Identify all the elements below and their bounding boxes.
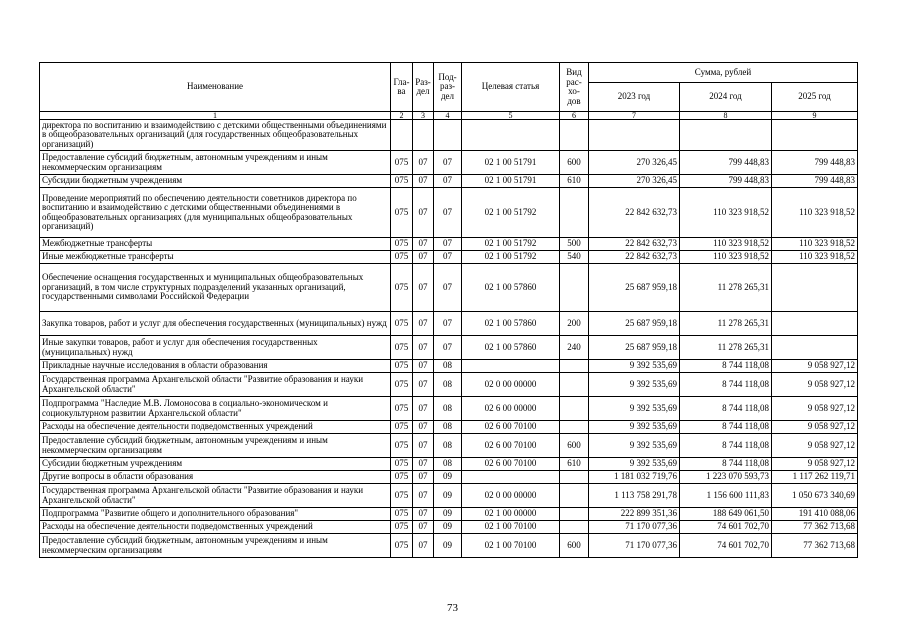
row-sum-2024: 188 649 061,50 xyxy=(680,508,772,521)
row-name: Межбюджетные трансферты xyxy=(40,238,391,251)
column-number-row xyxy=(40,112,858,120)
row-sum-2025: 77 362 713,68 xyxy=(772,521,858,534)
row-sum-2024: 8 744 118,08 xyxy=(680,360,772,373)
row-sum-2025: 9 058 927,12 xyxy=(772,421,858,434)
row-podrazdel: 07 xyxy=(434,264,462,312)
row-sum-2023: 9 392 535,69 xyxy=(589,434,680,458)
row-podrazdel: 07 xyxy=(434,151,462,175)
row-name: Проведение мероприятий по обеспечению деятельности советников директора по воспитанию и взаимодействию с детскими общественными объединениями в общеобразовательных организациях (для муниципальных общеобразовательных организаций) xyxy=(40,188,391,238)
row-glava: 075 xyxy=(391,336,413,360)
row-razdel: 07 xyxy=(413,534,434,558)
row-razdel: 07 xyxy=(413,360,434,373)
row-expense-type xyxy=(560,484,589,508)
row-podrazdel: 08 xyxy=(434,434,462,458)
row-target: 02 1 00 57860 xyxy=(462,336,560,360)
row-name: Субсидии бюджетным учреждениям xyxy=(40,458,391,471)
row-sum-2025: 77 362 713,68 xyxy=(772,534,858,558)
row-sum-2024: 1 156 600 111,83 xyxy=(680,484,772,508)
row-expense-type xyxy=(560,120,589,151)
row-expense-type xyxy=(560,421,589,434)
row-podrazdel: 08 xyxy=(434,360,462,373)
table-row xyxy=(40,484,858,508)
page-number: 73 xyxy=(447,602,458,614)
row-sum-2025: 1 050 673 340,69 xyxy=(772,484,858,508)
row-sum-2025: 9 058 927,12 xyxy=(772,458,858,471)
header-year-2025: 2025 год xyxy=(772,83,858,112)
row-expense-type xyxy=(560,508,589,521)
row-sum-2025 xyxy=(772,312,858,336)
row-expense-type: 540 xyxy=(560,251,589,264)
row-sum-2025: 9 058 927,12 xyxy=(772,434,858,458)
col-number: 7 xyxy=(589,112,680,120)
row-sum-2025: 110 323 918,52 xyxy=(772,238,858,251)
row-glava: 075 xyxy=(391,508,413,521)
row-sum-2023: 22 842 632,73 xyxy=(589,238,680,251)
row-sum-2024: 11 278 265,31 xyxy=(680,264,772,312)
row-sum-2025: 799 448,83 xyxy=(772,175,858,188)
row-sum-2023: 222 899 351,36 xyxy=(589,508,680,521)
row-sum-2023: 270 326,45 xyxy=(589,151,680,175)
row-target: 02 0 00 00000 xyxy=(462,373,560,397)
row-sum-2024: 799 448,83 xyxy=(680,151,772,175)
row-expense-type xyxy=(560,264,589,312)
row-sum-2023 xyxy=(589,120,680,151)
row-expense-type: 600 xyxy=(560,434,589,458)
budget-table xyxy=(39,62,858,558)
row-name: Прикладные научные исследования в области образования xyxy=(40,360,391,373)
table-row xyxy=(40,238,858,251)
row-sum-2025: 191 410 088,06 xyxy=(772,508,858,521)
row-expense-type xyxy=(560,397,589,421)
table-row xyxy=(40,421,858,434)
row-sum-2023: 71 170 077,36 xyxy=(589,534,680,558)
col-number: 6 xyxy=(560,112,589,120)
row-glava: 075 xyxy=(391,175,413,188)
row-name: Предоставление субсидий бюджетным, автономным учреждениям и иным некоммерческим организациям xyxy=(40,151,391,175)
row-razdel: 07 xyxy=(413,251,434,264)
row-sum-2025: 1 117 262 119,71 xyxy=(772,471,858,484)
row-razdel: 07 xyxy=(413,238,434,251)
row-sum-2024: 11 278 265,31 xyxy=(680,336,772,360)
row-sum-2025: 9 058 927,12 xyxy=(772,397,858,421)
row-target: 02 0 00 00000 xyxy=(462,484,560,508)
row-expense-type: 610 xyxy=(560,458,589,471)
table-row xyxy=(40,360,858,373)
row-expense-type: 610 xyxy=(560,175,589,188)
row-podrazdel: 07 xyxy=(434,251,462,264)
row-razdel: 07 xyxy=(413,312,434,336)
row-sum-2023: 270 326,45 xyxy=(589,175,680,188)
col-number: 2 xyxy=(391,112,413,120)
row-target xyxy=(462,120,560,151)
row-expense-type xyxy=(560,373,589,397)
row-name: Предоставление субсидий бюджетным, автономным учреждениям и иным некоммерческим организациям xyxy=(40,534,391,558)
row-target xyxy=(462,360,560,373)
row-podrazdel: 08 xyxy=(434,373,462,397)
row-sum-2023: 9 392 535,69 xyxy=(589,458,680,471)
row-target: 02 6 00 70100 xyxy=(462,421,560,434)
row-sum-2024 xyxy=(680,120,772,151)
col-number: 3 xyxy=(413,112,434,120)
table-row xyxy=(40,312,858,336)
row-expense-type xyxy=(560,188,589,238)
header-expense-type: Вид рас-хо-дов xyxy=(560,63,589,112)
row-sum-2023: 25 687 959,18 xyxy=(589,336,680,360)
row-razdel: 07 xyxy=(413,264,434,312)
table-row xyxy=(40,336,858,360)
row-sum-2023: 9 392 535,69 xyxy=(589,373,680,397)
table-row xyxy=(40,188,858,238)
row-name: Подпрограмма "Наследие М.В. Ломоносова в социально-экономическом и социокультурном развитии Архангельской области" xyxy=(40,397,391,421)
row-expense-type: 240 xyxy=(560,336,589,360)
row-target xyxy=(462,471,560,484)
row-expense-type: 600 xyxy=(560,534,589,558)
header-sum: Сумма, рублей xyxy=(589,63,858,83)
row-sum-2025 xyxy=(772,120,858,151)
table-row xyxy=(40,434,858,458)
row-name: Обеспечение оснащения государственных и муниципальных общеобразовательных организаций, в том числе структурных подразделений указанных организаций, государственными символами Российской Федерации xyxy=(40,264,391,312)
row-sum-2023: 25 687 959,18 xyxy=(589,312,680,336)
row-glava: 075 xyxy=(391,421,413,434)
row-podrazdel: 09 xyxy=(434,471,462,484)
row-name: Расходы на обеспечение деятельности подведомственных учреждений xyxy=(40,521,391,534)
row-target: 02 1 00 51791 xyxy=(462,175,560,188)
col-number: 8 xyxy=(680,112,772,120)
row-razdel: 07 xyxy=(413,434,434,458)
row-target: 02 1 00 51791 xyxy=(462,151,560,175)
col-number: 1 xyxy=(40,112,391,120)
row-razdel: 07 xyxy=(413,421,434,434)
row-podrazdel: 07 xyxy=(434,175,462,188)
table-row xyxy=(40,521,858,534)
row-razdel: 07 xyxy=(413,373,434,397)
row-razdel: 07 xyxy=(413,471,434,484)
row-glava: 075 xyxy=(391,458,413,471)
row-razdel: 07 xyxy=(413,484,434,508)
row-glava: 075 xyxy=(391,397,413,421)
table-row xyxy=(40,508,858,521)
row-name: Иные закупки товаров, работ и услуг для обеспечения государственных (муниципальных) нужд xyxy=(40,336,391,360)
row-name: Субсидии бюджетным учреждениям xyxy=(40,175,391,188)
row-sum-2024: 74 601 702,70 xyxy=(680,534,772,558)
table-row xyxy=(40,373,858,397)
header-name: Наименование xyxy=(40,63,391,112)
header-year-2023: 2023 год xyxy=(589,83,680,112)
row-name: директора по воспитанию и взаимодействию с детскими общественными объединениями в общеобразовательных организаций (для государственных общеобразовательных организаций) xyxy=(40,120,391,151)
row-sum-2023: 9 392 535,69 xyxy=(589,360,680,373)
row-sum-2024: 8 744 118,08 xyxy=(680,421,772,434)
row-sum-2024: 110 323 918,52 xyxy=(680,188,772,238)
row-target: 02 6 00 70100 xyxy=(462,434,560,458)
row-podrazdel: 07 xyxy=(434,312,462,336)
table-row xyxy=(40,120,858,151)
row-sum-2023: 71 170 077,36 xyxy=(589,521,680,534)
table-row xyxy=(40,251,858,264)
row-podrazdel: 08 xyxy=(434,421,462,434)
row-name: Государственная программа Архангельской области "Развитие образования и науки Архангельской области" xyxy=(40,373,391,397)
row-razdel: 07 xyxy=(413,458,434,471)
row-target: 02 1 00 51792 xyxy=(462,238,560,251)
row-razdel: 07 xyxy=(413,175,434,188)
row-target: 02 1 00 57860 xyxy=(462,312,560,336)
row-expense-type: 500 xyxy=(560,238,589,251)
row-glava: 075 xyxy=(391,312,413,336)
row-name: Закупка товаров, работ и услуг для обеспечения государственных (муниципальных) нужд xyxy=(40,312,391,336)
table-body xyxy=(40,120,858,558)
row-target: 02 1 00 00000 xyxy=(462,508,560,521)
row-name: Государственная программа Архангельской области "Развитие образования и науки Архангельской области" xyxy=(40,484,391,508)
row-podrazdel: 07 xyxy=(434,238,462,251)
row-name: Расходы на обеспечение деятельности подведомственных учреждений xyxy=(40,421,391,434)
row-podrazdel: 09 xyxy=(434,484,462,508)
table-row xyxy=(40,175,858,188)
row-expense-type: 600 xyxy=(560,151,589,175)
row-glava: 075 xyxy=(391,471,413,484)
row-razdel: 07 xyxy=(413,336,434,360)
header-target: Целевая статья xyxy=(462,63,560,112)
row-target: 02 1 00 70100 xyxy=(462,534,560,558)
row-sum-2024: 110 323 918,52 xyxy=(680,238,772,251)
row-podrazdel: 07 xyxy=(434,336,462,360)
row-razdel: 07 xyxy=(413,521,434,534)
row-sum-2025: 799 448,83 xyxy=(772,151,858,175)
row-glava xyxy=(391,120,413,151)
row-sum-2023: 1 181 032 719,76 xyxy=(589,471,680,484)
row-expense-type: 200 xyxy=(560,312,589,336)
row-sum-2025: 110 323 918,52 xyxy=(772,251,858,264)
row-sum-2024: 8 744 118,08 xyxy=(680,458,772,471)
header-razdel: Раз-дел xyxy=(413,63,434,112)
row-expense-type xyxy=(560,471,589,484)
row-glava: 075 xyxy=(391,151,413,175)
row-sum-2024: 11 278 265,31 xyxy=(680,312,772,336)
row-sum-2025: 9 058 927,12 xyxy=(772,360,858,373)
row-expense-type xyxy=(560,360,589,373)
row-podrazdel: 09 xyxy=(434,534,462,558)
row-sum-2025: 9 058 927,12 xyxy=(772,373,858,397)
row-sum-2023: 1 113 758 291,78 xyxy=(589,484,680,508)
row-podrazdel: 07 xyxy=(434,188,462,238)
row-name: Предоставление субсидий бюджетным, автономным учреждениям и иным некоммерческим организациям xyxy=(40,434,391,458)
row-sum-2023: 9 392 535,69 xyxy=(589,397,680,421)
row-target: 02 1 00 57860 xyxy=(462,264,560,312)
row-podrazdel xyxy=(434,120,462,151)
row-sum-2024: 8 744 118,08 xyxy=(680,434,772,458)
row-glava: 075 xyxy=(391,238,413,251)
row-name: Подпрограмма "Развитие общего и дополнительного образования" xyxy=(40,508,391,521)
row-podrazdel: 08 xyxy=(434,458,462,471)
row-sum-2025 xyxy=(772,336,858,360)
row-sum-2025: 110 323 918,52 xyxy=(772,188,858,238)
row-glava: 075 xyxy=(391,534,413,558)
row-sum-2023: 25 687 959,18 xyxy=(589,264,680,312)
table-row xyxy=(40,397,858,421)
row-razdel: 07 xyxy=(413,397,434,421)
header-year-2024: 2024 год xyxy=(680,83,772,112)
row-glava: 075 xyxy=(391,373,413,397)
row-target: 02 6 00 00000 xyxy=(462,397,560,421)
row-sum-2024: 8 744 118,08 xyxy=(680,373,772,397)
row-glava: 075 xyxy=(391,264,413,312)
row-expense-type xyxy=(560,521,589,534)
row-glava: 075 xyxy=(391,360,413,373)
row-sum-2023: 9 392 535,69 xyxy=(589,421,680,434)
row-sum-2024: 1 223 070 593,73 xyxy=(680,471,772,484)
row-glava: 075 xyxy=(391,484,413,508)
table-row xyxy=(40,151,858,175)
row-sum-2024: 799 448,83 xyxy=(680,175,772,188)
row-glava: 075 xyxy=(391,188,413,238)
header-podrazdel: Под-раз-дел xyxy=(434,63,462,112)
col-number: 9 xyxy=(772,112,858,120)
row-sum-2025 xyxy=(772,264,858,312)
row-sum-2023: 22 842 632,73 xyxy=(589,188,680,238)
row-target: 02 6 00 70100 xyxy=(462,458,560,471)
header-glava: Гла-ва xyxy=(391,63,413,112)
row-name: Иные межбюджетные трансферты xyxy=(40,251,391,264)
row-razdel: 07 xyxy=(413,151,434,175)
row-glava: 075 xyxy=(391,434,413,458)
row-podrazdel: 08 xyxy=(434,397,462,421)
row-glava: 075 xyxy=(391,251,413,264)
row-target: 02 1 00 70100 xyxy=(462,521,560,534)
row-podrazdel: 09 xyxy=(434,508,462,521)
row-glava: 075 xyxy=(391,521,413,534)
table-row xyxy=(40,534,858,558)
table-row xyxy=(40,471,858,484)
row-podrazdel: 09 xyxy=(434,521,462,534)
row-sum-2024: 74 601 702,70 xyxy=(680,521,772,534)
row-sum-2024: 8 744 118,08 xyxy=(680,397,772,421)
table-row xyxy=(40,264,858,312)
col-number: 5 xyxy=(462,112,560,120)
row-razdel: 07 xyxy=(413,508,434,521)
row-sum-2023: 22 842 632,73 xyxy=(589,251,680,264)
row-name: Другие вопросы в области образования xyxy=(40,471,391,484)
table-row xyxy=(40,458,858,471)
row-target: 02 1 00 51792 xyxy=(462,251,560,264)
col-number: 4 xyxy=(434,112,462,120)
row-razdel xyxy=(413,120,434,151)
row-target: 02 1 00 51792 xyxy=(462,188,560,238)
row-sum-2024: 110 323 918,52 xyxy=(680,251,772,264)
row-razdel: 07 xyxy=(413,188,434,238)
